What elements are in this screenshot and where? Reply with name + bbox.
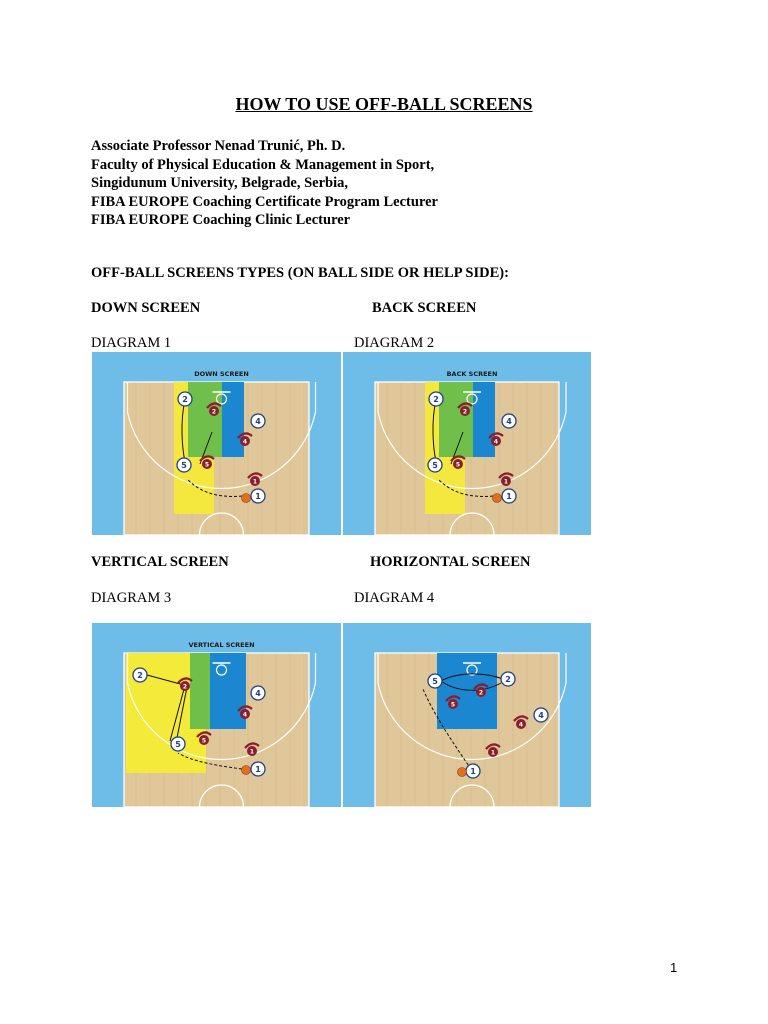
player-number: 4 [506, 417, 512, 427]
author-block [91, 137, 438, 230]
player-number: 1 [255, 492, 261, 502]
diagram-2-label: DIAGRAM 2 [354, 335, 435, 351]
player-number: 5 [175, 740, 181, 750]
section-heading: OFF-BALL SCREENS TYPES (ON BALL SIDE OR HELP SIDE): [91, 265, 509, 281]
diagram-4-label: DIAGRAM 4 [354, 590, 435, 606]
lane-green [190, 653, 210, 729]
defender-number: 2 [478, 689, 484, 697]
defender-number: 5 [455, 461, 461, 469]
defender-number: 2 [211, 408, 217, 416]
diagram-1-down-screen [92, 352, 341, 535]
diagram-caption: DOWN SCREEN [194, 370, 249, 378]
back-screen-heading: BACK SCREEN [372, 300, 477, 316]
player-number: 2 [505, 675, 511, 685]
basketball [493, 494, 502, 503]
author-line: Singidunum University, Belgrade, Serbia, [91, 175, 349, 192]
defender-number: 5 [204, 461, 210, 469]
player-number: 1 [506, 492, 512, 502]
lane-blue [437, 653, 497, 729]
page-number: 1 [670, 960, 678, 975]
author-line: FIBA EUROPE Coaching Clinic Lecturer [91, 212, 351, 229]
player-number: 2 [433, 395, 439, 405]
diagram-1-label: DIAGRAM 1 [91, 335, 172, 351]
defender-number: 4 [242, 711, 248, 719]
defender-number: 1 [252, 478, 258, 486]
diagram-4-horizontal-screen [343, 623, 591, 807]
defender-number: 4 [242, 438, 248, 446]
defender-number: 5 [450, 701, 456, 709]
defender-number: 1 [249, 748, 255, 756]
player-number: 4 [255, 689, 261, 699]
defender-number: 1 [490, 749, 496, 757]
author-line: FIBA EUROPE Coaching Certificate Program Lecturer [91, 193, 438, 210]
defender-number: 4 [493, 438, 499, 446]
defender-number: 5 [201, 737, 207, 745]
player-number: 4 [538, 711, 544, 721]
basketball [242, 494, 251, 503]
horizontal-screen-heading: HORIZONTAL SCREEN [370, 554, 531, 570]
diagram-caption: BACK SCREEN [446, 370, 498, 378]
defender-number: 1 [503, 478, 509, 486]
defender-number: 2 [462, 408, 468, 416]
player-number: 5 [432, 461, 438, 471]
player-number: 5 [181, 461, 187, 471]
author-line: Faculty of Physical Education & Management in Sport, [91, 156, 435, 173]
player-number: 4 [255, 417, 261, 427]
diagram-3-vertical-screen [92, 623, 341, 807]
author-line: Associate Professor Nenad Trunić, Ph. D. [91, 138, 346, 154]
player-number: 5 [432, 677, 438, 687]
defender-number: 4 [518, 721, 524, 729]
player-number: 1 [255, 765, 261, 775]
player-number: 2 [137, 671, 143, 681]
player-number: 2 [182, 395, 188, 405]
basketball [242, 766, 251, 775]
diagram-2-back-screen [343, 352, 591, 535]
basketball [458, 768, 467, 777]
diagram-3-label: DIAGRAM 3 [91, 590, 172, 606]
down-screen-heading: DOWN SCREEN [91, 300, 201, 316]
defender-number: 2 [182, 683, 188, 691]
player-number: 1 [470, 767, 476, 777]
lane-green [439, 382, 473, 457]
diagram-caption: VERTICAL SCREEN [188, 641, 255, 649]
vertical-screen-heading: VERTICAL SCREEN [91, 554, 229, 570]
document-title: HOW TO USE OFF-BALL SCREENS [235, 94, 533, 114]
lane-green [188, 382, 222, 457]
